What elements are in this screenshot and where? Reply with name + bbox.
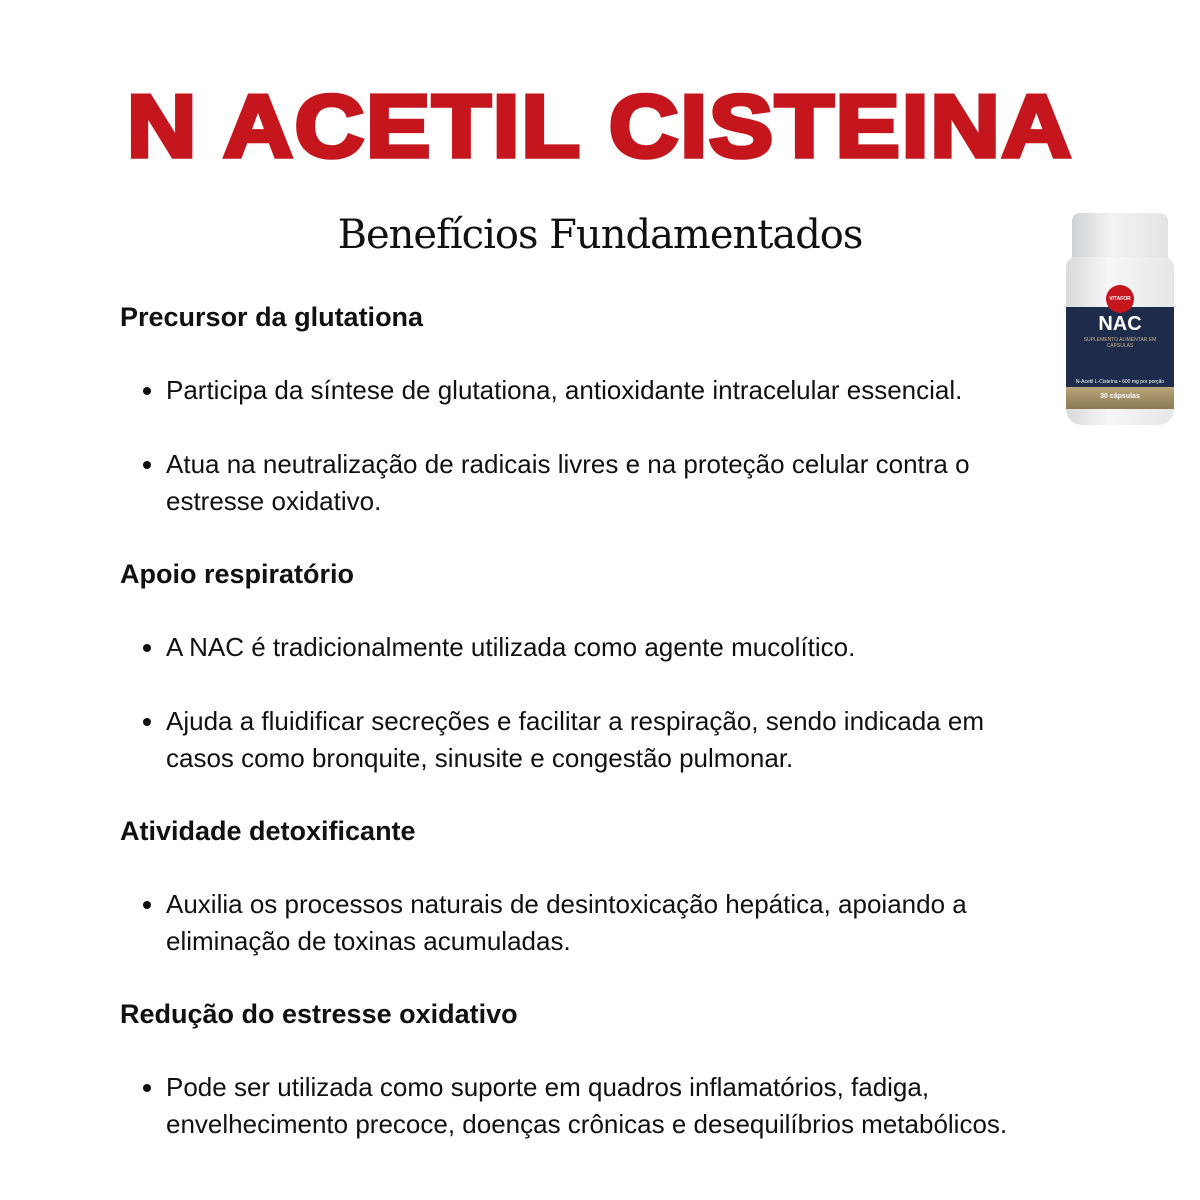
page-subtitle: Benefícios Fundamentados	[337, 212, 863, 258]
brand-name: VITAFOR	[1109, 296, 1131, 302]
bottle-cap	[1072, 213, 1168, 261]
bullet-list	[120, 372, 1050, 520]
section-heading: Atividade detoxificante	[120, 816, 416, 846]
section-heading: Precursor da glutationa	[120, 302, 424, 332]
product-name: NAC	[1098, 313, 1142, 335]
section-heading: Redução do estresse oxidativo	[120, 999, 518, 1029]
bullet-item: • Atua na neutralização de radicais livres e na proteção celular contra o estresse oxidativo.	[166, 446, 1050, 520]
product-count: 30 cápsulas	[1100, 393, 1140, 400]
product-bottle-image	[1066, 213, 1174, 425]
benefits-content	[120, 300, 1050, 1180]
brand-logo-icon	[1106, 285, 1134, 313]
bullet-item: • Auxilia os processos naturais de desintoxicação hepática, apoiando a eliminação de toxinas acumuladas.	[166, 886, 1050, 960]
bottle-body	[1066, 257, 1174, 425]
bullet-list	[120, 629, 1050, 777]
product-dose: N-Acetil L-Cisteína • 600 mg por porção	[1075, 379, 1165, 385]
bullet-item: • Participa da síntese de glutationa, antioxidante intracelular essencial.	[166, 372, 1050, 409]
product-type: SUPLEMENTO ALIMENTAR EM CÁPSULAS	[1083, 337, 1157, 349]
page-title: N ACETIL CISTEINA	[126, 77, 1074, 176]
section-heading: Apoio respiratório	[120, 559, 355, 589]
bullet-item: • Pode ser utilizada como suporte em quadros inflamatórios, fadiga, envelhecimento precoce, doenças crônicas e desequilíbrios metabólicos.	[166, 1069, 1050, 1143]
bullet-list	[120, 1069, 1050, 1143]
bullet-list	[120, 886, 1050, 960]
bullet-item: • A NAC é tradicionalmente utilizada como agente mucolítico.	[166, 629, 1050, 666]
bullet-item: • Ajuda a fluidificar secreções e facilitar a respiração, sendo indicada em casos como bronquite, sinusite e congestão pulmonar.	[166, 703, 1050, 777]
